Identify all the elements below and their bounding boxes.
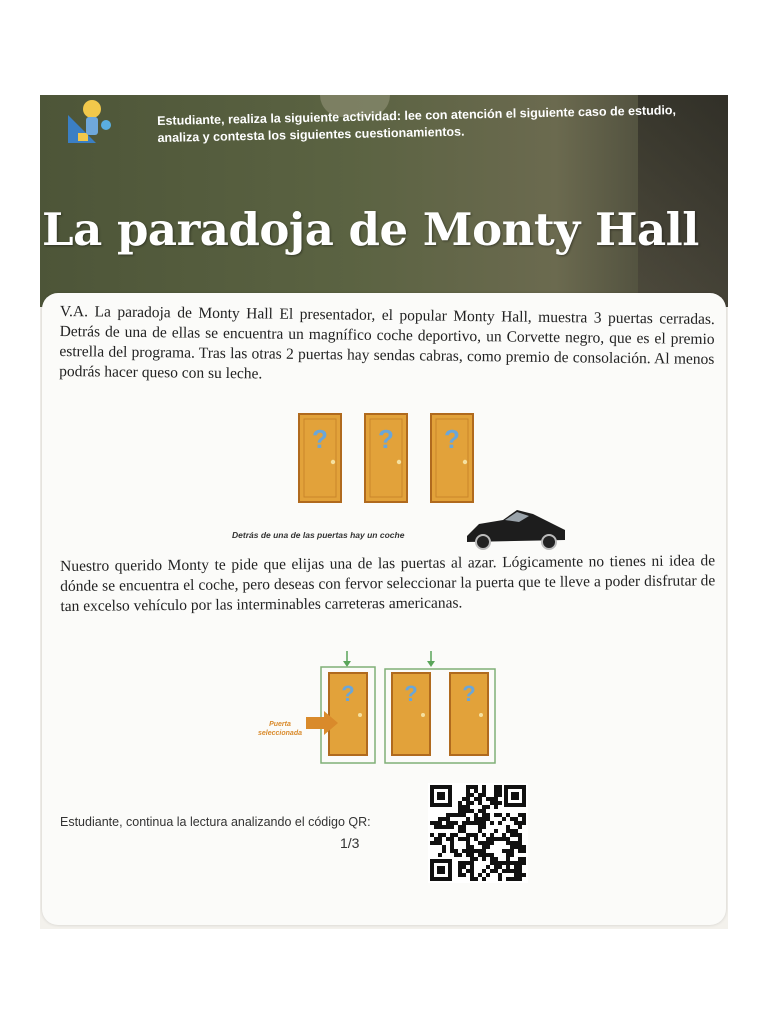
door-2 <box>365 414 407 502</box>
probability-selected: 1/3 <box>340 835 360 851</box>
page-title: La paradoja de Monty Hall <box>42 203 699 256</box>
door-3 <box>431 414 473 502</box>
doors-caption: Detrás de una de las puertas hay un coche <box>232 530 405 540</box>
content-card <box>42 293 726 925</box>
question-mark-icon: ? <box>462 681 476 706</box>
sports-car-icon <box>467 510 565 549</box>
selected-door-label: Puerta seleccionada <box>258 721 302 737</box>
intro-paragraph: V.A. La paradoja de Monty Hall El presentador, el popular Monty Hall, muestra 3 puertas cerradas. Detrás de una de ellas se encuentra un magnífico coche deportivo, un Corvette negro, que es el premio estrella del programa. Tras las otras 2 puertas hay sendas cabras, como premio de consolación. Al menos podrás hacer queso con su leche. <box>59 302 715 383</box>
other-door-2 <box>450 673 488 755</box>
textbook-page <box>40 95 728 929</box>
choice-paragraph: Nuestro querido Monty te pide que elijas una de las puertas al azar. Lógicamente no tienes ni idea de dónde se encuentra el coche, pero deseas con fervor seleccionar la puerta que te lleve a poder disfrutar de tan excelso vehículo por las interminables carreteras americanas. <box>60 552 716 615</box>
selected-door <box>329 673 367 755</box>
question-mark-icon: ? <box>341 681 355 706</box>
qr-code-icon[interactable] <box>428 783 528 883</box>
other-door-1 <box>392 673 430 755</box>
activity-instruction: Estudiante, realiza la siguiente actividad: lee con atención el siguiente caso de estudio, analiza y contesta los siguientes cuestionamientos. <box>157 103 677 145</box>
header-banner <box>40 95 728 307</box>
question-mark-icon: ? <box>444 424 460 454</box>
question-mark-icon: ? <box>378 424 394 454</box>
question-mark-icon: ? <box>404 681 418 706</box>
activity-icon <box>66 99 116 145</box>
question-mark-icon: ? <box>312 424 328 454</box>
probability-figure <box>254 629 504 769</box>
door-1 <box>299 414 341 502</box>
qr-prompt: Estudiante, continua la lectura analizando el código QR: <box>60 815 371 829</box>
